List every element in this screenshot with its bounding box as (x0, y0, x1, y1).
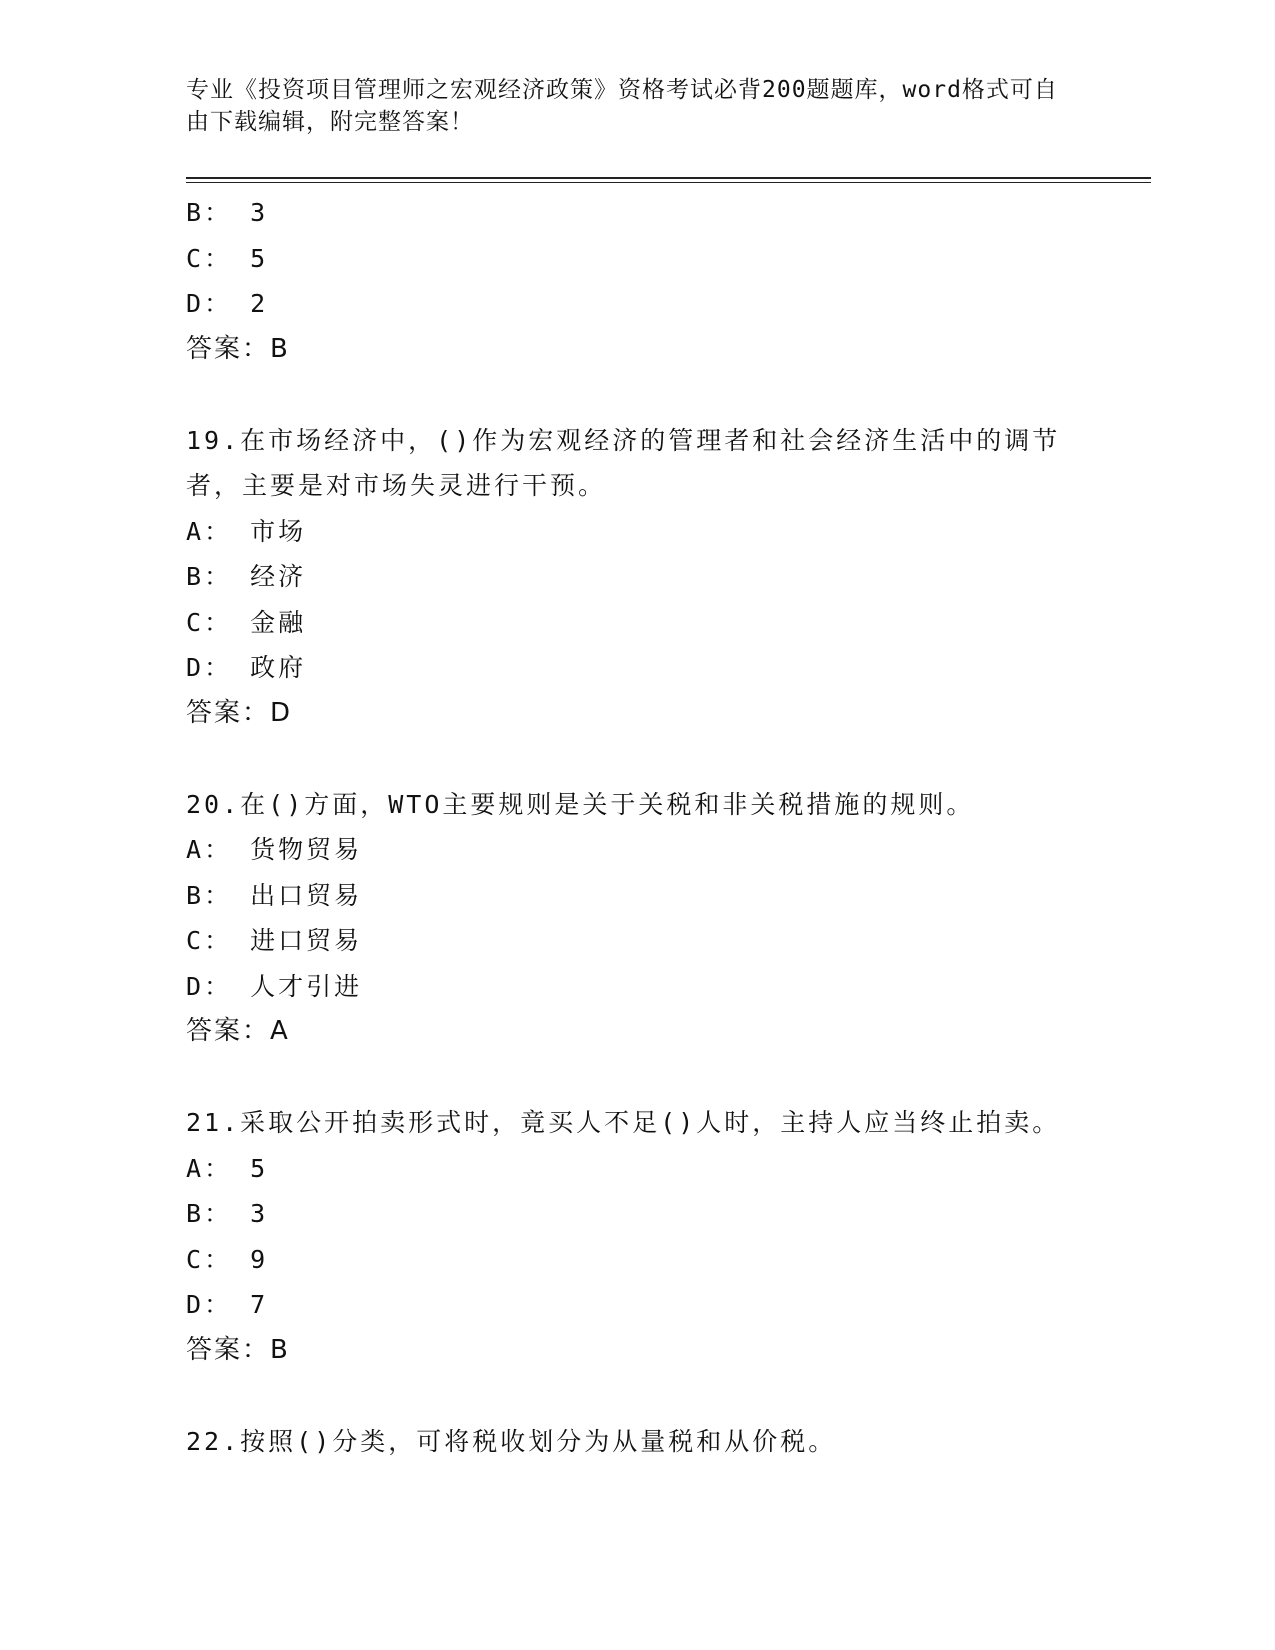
option-c: C： 进口贸易 (186, 926, 363, 955)
option-a: A： 5 (186, 1153, 269, 1183)
option-a: A： 市场 (186, 516, 307, 546)
option-b: B： 3 (186, 198, 269, 227)
question-19 (186, 418, 1086, 737)
option-c: C： 5 (186, 243, 269, 273)
option-b: B： 出口贸易 (186, 880, 363, 910)
header-rule-thin (186, 182, 1151, 183)
question-text: 22.按照()分类，可将税收划分为从量税和从价税。 (186, 1426, 837, 1456)
option-d: D： 人才引进 (186, 971, 363, 1001)
spacer (186, 372, 1086, 418)
header-rule-thick (186, 177, 1151, 179)
answer-line: 答案：D (186, 697, 293, 728)
option-d: D： 政府 (186, 653, 307, 682)
option-d: D： 7 (186, 1290, 269, 1319)
option-a: A： 货物贸易 (186, 835, 363, 864)
question-20 (186, 782, 1086, 1055)
answer-line: 答案：B (186, 1334, 290, 1365)
question-18-tail (186, 190, 1086, 372)
question-text: 21.采取公开拍卖形式时，竟买人不足()人时，主持人应当终止拍卖。 (186, 1108, 1061, 1137)
spacer (186, 1055, 1086, 1101)
option-c: C： 9 (186, 1244, 269, 1274)
question-text: 19.在市场经济中，()作为宏观经济的管理者和社会经济生活中的调节者，主要是对市场失灵进行干预。 (186, 425, 1061, 500)
question-content (186, 190, 1086, 1464)
option-b: B： 经济 (186, 562, 307, 591)
spacer (186, 1373, 1086, 1419)
question-22 (186, 1419, 1086, 1465)
question-text: 20.在()方面，WTO主要规则是关于关税和非关税措施的规则。 (186, 789, 975, 819)
question-21 (186, 1100, 1086, 1373)
answer-line: 答案：B (186, 333, 290, 364)
option-d: D： 2 (186, 289, 269, 318)
option-c: C： 金融 (186, 607, 307, 637)
document-header: 专业《投资项目管理师之宏观经济政策》资格考试必背200题题库，word格式可自由下载编辑，附完整答案！ (186, 77, 1058, 135)
spacer (186, 736, 1086, 782)
option-b: B： 3 (186, 1199, 269, 1228)
answer-line: 答案：A (186, 1016, 290, 1046)
